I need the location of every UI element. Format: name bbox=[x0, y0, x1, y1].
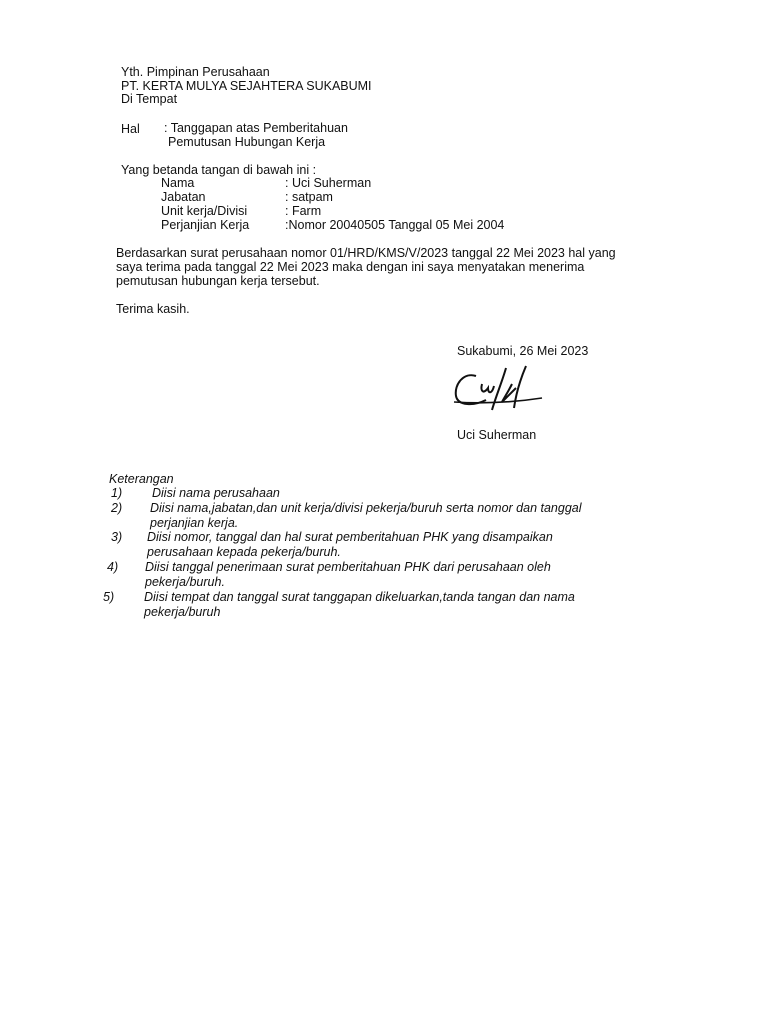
addressee-block bbox=[121, 66, 372, 107]
identity-value: :Nomor 20040505 Tanggal 05 Mei 2004 bbox=[285, 218, 505, 232]
identity-label: Nama bbox=[161, 176, 195, 190]
subject-label: Hal bbox=[121, 122, 140, 136]
addressee-line: Di Tempat bbox=[121, 92, 178, 106]
note-number: 3) bbox=[111, 530, 123, 544]
notes-title: Keterangan bbox=[109, 472, 174, 486]
identity-value: : Farm bbox=[285, 204, 322, 218]
note-number: 2) bbox=[111, 501, 123, 515]
intro-text: Yang betanda tangan di bawah ini : bbox=[121, 163, 317, 177]
subject-line: : Tanggapan atas Pemberitahuan bbox=[164, 121, 348, 135]
note-text: Diisi tempat dan tanggal surat tanggapan dikeluarkan,tanda tangan dan nama pekerja/buruh bbox=[144, 590, 575, 619]
identity-value: : Uci Suherman bbox=[285, 176, 372, 190]
note-text: Diisi nama perusahaan bbox=[152, 486, 280, 500]
note-text: Diisi nomor, tanggal dan hal surat pemberitahuan PHK yang disampaikan perusahaan kepada pekerja/buruh. bbox=[147, 530, 553, 559]
identity-row-name bbox=[161, 176, 371, 190]
identity-row-contract bbox=[161, 218, 504, 232]
closing-text: Terima kasih. bbox=[116, 302, 190, 316]
signature-image bbox=[446, 362, 546, 418]
identity-label: Perjanjian Kerja bbox=[161, 218, 250, 232]
identity-value: : satpam bbox=[285, 190, 333, 204]
addressee-line: Yth. Pimpinan Perusahaan bbox=[121, 65, 270, 79]
note-number: 5) bbox=[103, 590, 115, 604]
note-number: 4) bbox=[107, 560, 119, 574]
note-number: 1) bbox=[111, 486, 123, 500]
place-date: Sukabumi, 26 Mei 2023 bbox=[457, 344, 589, 358]
identity-label: Unit kerja/Divisi bbox=[161, 204, 248, 218]
identity-row-position bbox=[161, 190, 333, 204]
identity-row-division bbox=[161, 204, 321, 218]
identity-label: Jabatan bbox=[161, 190, 206, 204]
signer-name: Uci Suherman bbox=[457, 428, 537, 442]
addressee-line: PT. KERTA MULYA SEJAHTERA SUKABUMI bbox=[121, 78, 372, 93]
note-text: Diisi tanggal penerimaan surat pemberitahuan PHK dari perusahaan oleh pekerja/buruh. bbox=[145, 560, 551, 589]
note-text: Diisi nama,jabatan,dan unit kerja/divisi pekerja/buruh serta nomor dan tanggal perjanjian kerja. bbox=[150, 501, 582, 530]
body-paragraph: Berdasarkan surat perusahaan nomor 01/HRD/KMS/V/2023 tanggal 22 Mei 2023 hal yang saya terima pada tanggal 22 Mei 2023 maka dengan ini saya menyatakan menerima pemutusan hubungan kerja tersebut. bbox=[116, 246, 616, 288]
subject-line: Pemutusan Hubungan Kerja bbox=[168, 134, 326, 149]
subject-text bbox=[164, 122, 348, 149]
